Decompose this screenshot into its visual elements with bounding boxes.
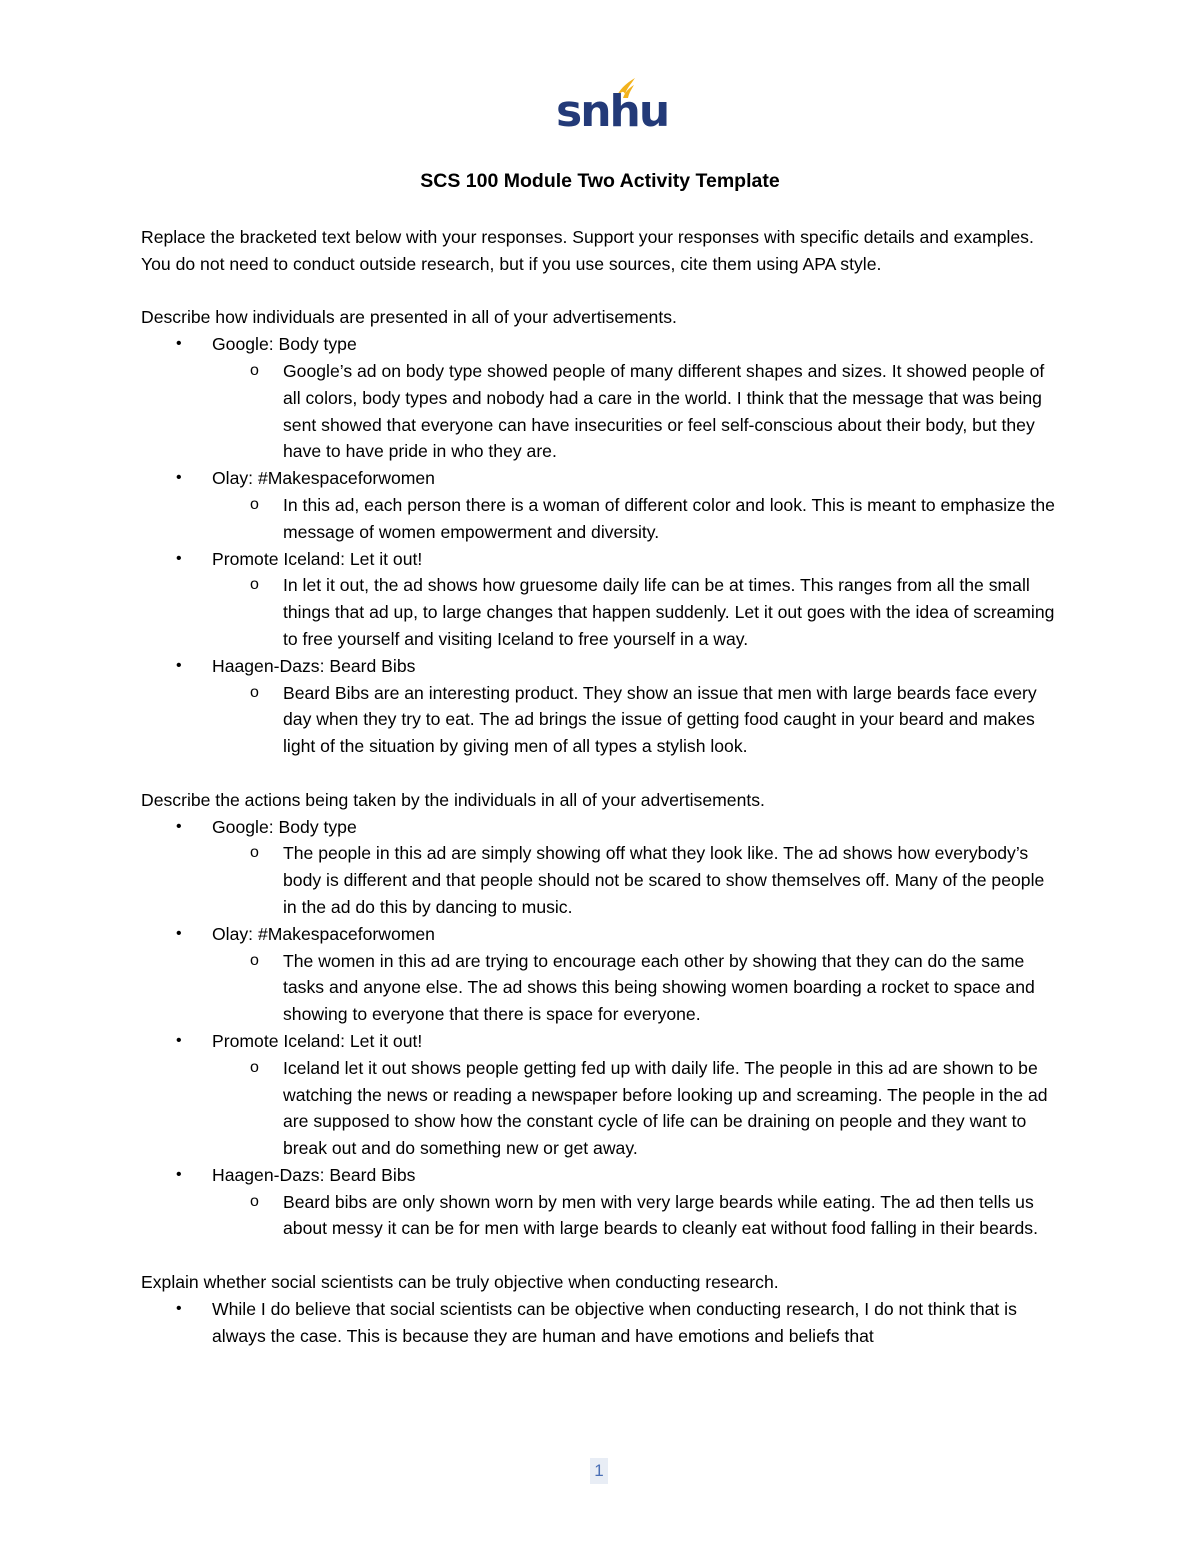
sub-bullet-list: [212, 572, 1061, 652]
sub-bullet-text: Beard Bibs are an interesting product. They show an issue that men with large beards face every day when they try to eat. The ad brings the issue of getting food caught in your beard and makes light of the situation by giving men of all types a stylish look.: [283, 682, 1037, 757]
bullet-list: [141, 331, 1061, 760]
sub-bullet-item: [141, 840, 1061, 920]
sub-bullet-item: [141, 572, 1061, 652]
sub-bullet-icon: o: [250, 361, 259, 379]
sub-bullet-item: [141, 1189, 1061, 1243]
section-heading: Describe how individuals are presented in all of your advertisements.: [141, 307, 677, 328]
sub-bullet-icon: o: [250, 495, 259, 513]
sub-bullet-list: [212, 358, 1061, 465]
bullet-label: Promote Iceland: Let it out!: [212, 1030, 423, 1051]
bullet-item: [141, 1028, 1061, 1162]
sub-bullet-text: Iceland let it out shows people getting fed up with daily life. The people in this ad are shown to be watching the news or reading a newspaper before looking up and screaming. The people in the ad are supposed to show how the constant cycle of life can be draining on people and they want to break out and do something new or get away.: [283, 1057, 1048, 1159]
sub-bullet-list: [212, 840, 1061, 920]
bullet-item: [141, 465, 1061, 545]
bullet-icon: •: [176, 656, 182, 674]
sub-bullet-icon: o: [250, 1058, 259, 1076]
bullet-icon: •: [176, 549, 182, 567]
bullet-label: Google: Body type: [212, 334, 357, 355]
bullet-label: Olay: #Makespaceforwomen: [212, 923, 435, 944]
bullet-item: [141, 1296, 1061, 1350]
bullet-icon: •: [176, 1031, 182, 1049]
bullet-item: [141, 1162, 1061, 1242]
sub-bullet-icon: o: [250, 576, 259, 594]
bullet-icon: •: [176, 1299, 182, 1317]
bullet-list: [141, 814, 1061, 1243]
logo-wordmark: snhu: [556, 86, 669, 137]
sub-bullet-text: Beard bibs are only shown worn by men with very large beards while eating. The ad then tells us about messy it can be for men with large beards to cleanly eat without food falling in their beards.: [283, 1191, 1038, 1239]
sub-bullet-item: [141, 680, 1061, 760]
sub-bullet-text: The women in this ad are trying to encourage each other by showing that they can do the same tasks and anyone else. The ad shows this being showing women boarding a rocket to space and showing to everyone that there is space for everyone.: [283, 950, 1035, 1025]
sub-bullet-text: The people in this ad are simply showing off what they look like. The ad shows how everybody’s body is different and that people should not be scared to show themselves off. Many of the people in the ad do this by dancing to music.: [283, 843, 1045, 917]
sub-bullet-icon: o: [250, 951, 259, 969]
sub-bullet-text: In let it out, the ad shows how gruesome daily life can be at times. This ranges from all the small things that ad up, to large changes that happen suddenly. Let it out goes with the idea of screaming to free yourself and visiting Iceland to free yourself in a way.: [283, 575, 1055, 649]
bullet-item: [141, 546, 1061, 653]
sub-bullet-item: [141, 358, 1061, 465]
sub-bullet-item: [141, 492, 1061, 546]
document-title: SCS 100 Module Two Activity Template: [420, 170, 780, 192]
sections-container: [141, 304, 1061, 1349]
section-heading: Explain whether social scientists can be truly objective when conducting research.: [141, 1272, 779, 1293]
sub-bullet-icon: o: [250, 844, 259, 862]
sub-bullet-list: [212, 680, 1061, 760]
page-number: 1: [590, 1458, 608, 1484]
snhu-logo: [556, 76, 669, 137]
document-body: [141, 224, 1061, 1376]
sub-bullet-list: [212, 1055, 1061, 1162]
sub-bullet-list: [212, 948, 1061, 1028]
bullet-label: Google: Body type: [212, 816, 357, 837]
bullet-icon: •: [176, 924, 182, 942]
bullet-label: Olay: #Makespaceforwomen: [212, 468, 435, 489]
bullet-icon: •: [176, 1165, 182, 1183]
bullet-label: Promote Iceland: Let it out!: [212, 548, 423, 569]
sub-bullet-list: [212, 492, 1061, 546]
sub-bullet-icon: o: [250, 1192, 259, 1210]
bullet-item: [141, 331, 1061, 465]
sub-bullet-text: In this ad, each person there is a woman of different color and look. This is meant to emphasize the message of women empowerment and diversity.: [283, 494, 1055, 542]
bullet-label: While I do believe that social scientists can be objective when conducting research, I do not think that is always the case. This is because they are human and have emotions and beliefs that: [212, 1298, 1017, 1346]
section-heading: Describe the actions being taken by the individuals in all of your advertisements.: [141, 789, 765, 810]
sub-bullet-item: [141, 1055, 1061, 1162]
bullet-item: [141, 814, 1061, 921]
bullet-item: [141, 921, 1061, 1028]
sub-bullet-list: [212, 1189, 1061, 1243]
sub-bullet-text: Google’s ad on body type showed people of many different shapes and sizes. It showed people of all colors, body types and nobody had a care in the world. I think that the message that was being sent showed that everyone can have insecurities or feel self-conscious about their body, but they have to have pride in who they are.: [283, 360, 1045, 462]
bullet-item: [141, 653, 1061, 760]
sub-bullet-item: [141, 948, 1061, 1028]
bullet-label: Haagen-Dazs: Beard Bibs: [212, 1164, 416, 1185]
intro-paragraph: Replace the bracketed text below with your responses. Support your responses with specific details and examples. You do not need to conduct outside research, but if you use sources, cite them using APA style.: [141, 227, 1034, 274]
bullet-label: Haagen-Dazs: Beard Bibs: [212, 655, 416, 676]
bullet-list: [141, 1296, 1061, 1350]
bullet-icon: •: [176, 469, 182, 487]
bullet-icon: •: [176, 335, 182, 353]
bullet-icon: •: [176, 817, 182, 835]
sub-bullet-icon: o: [250, 683, 259, 701]
